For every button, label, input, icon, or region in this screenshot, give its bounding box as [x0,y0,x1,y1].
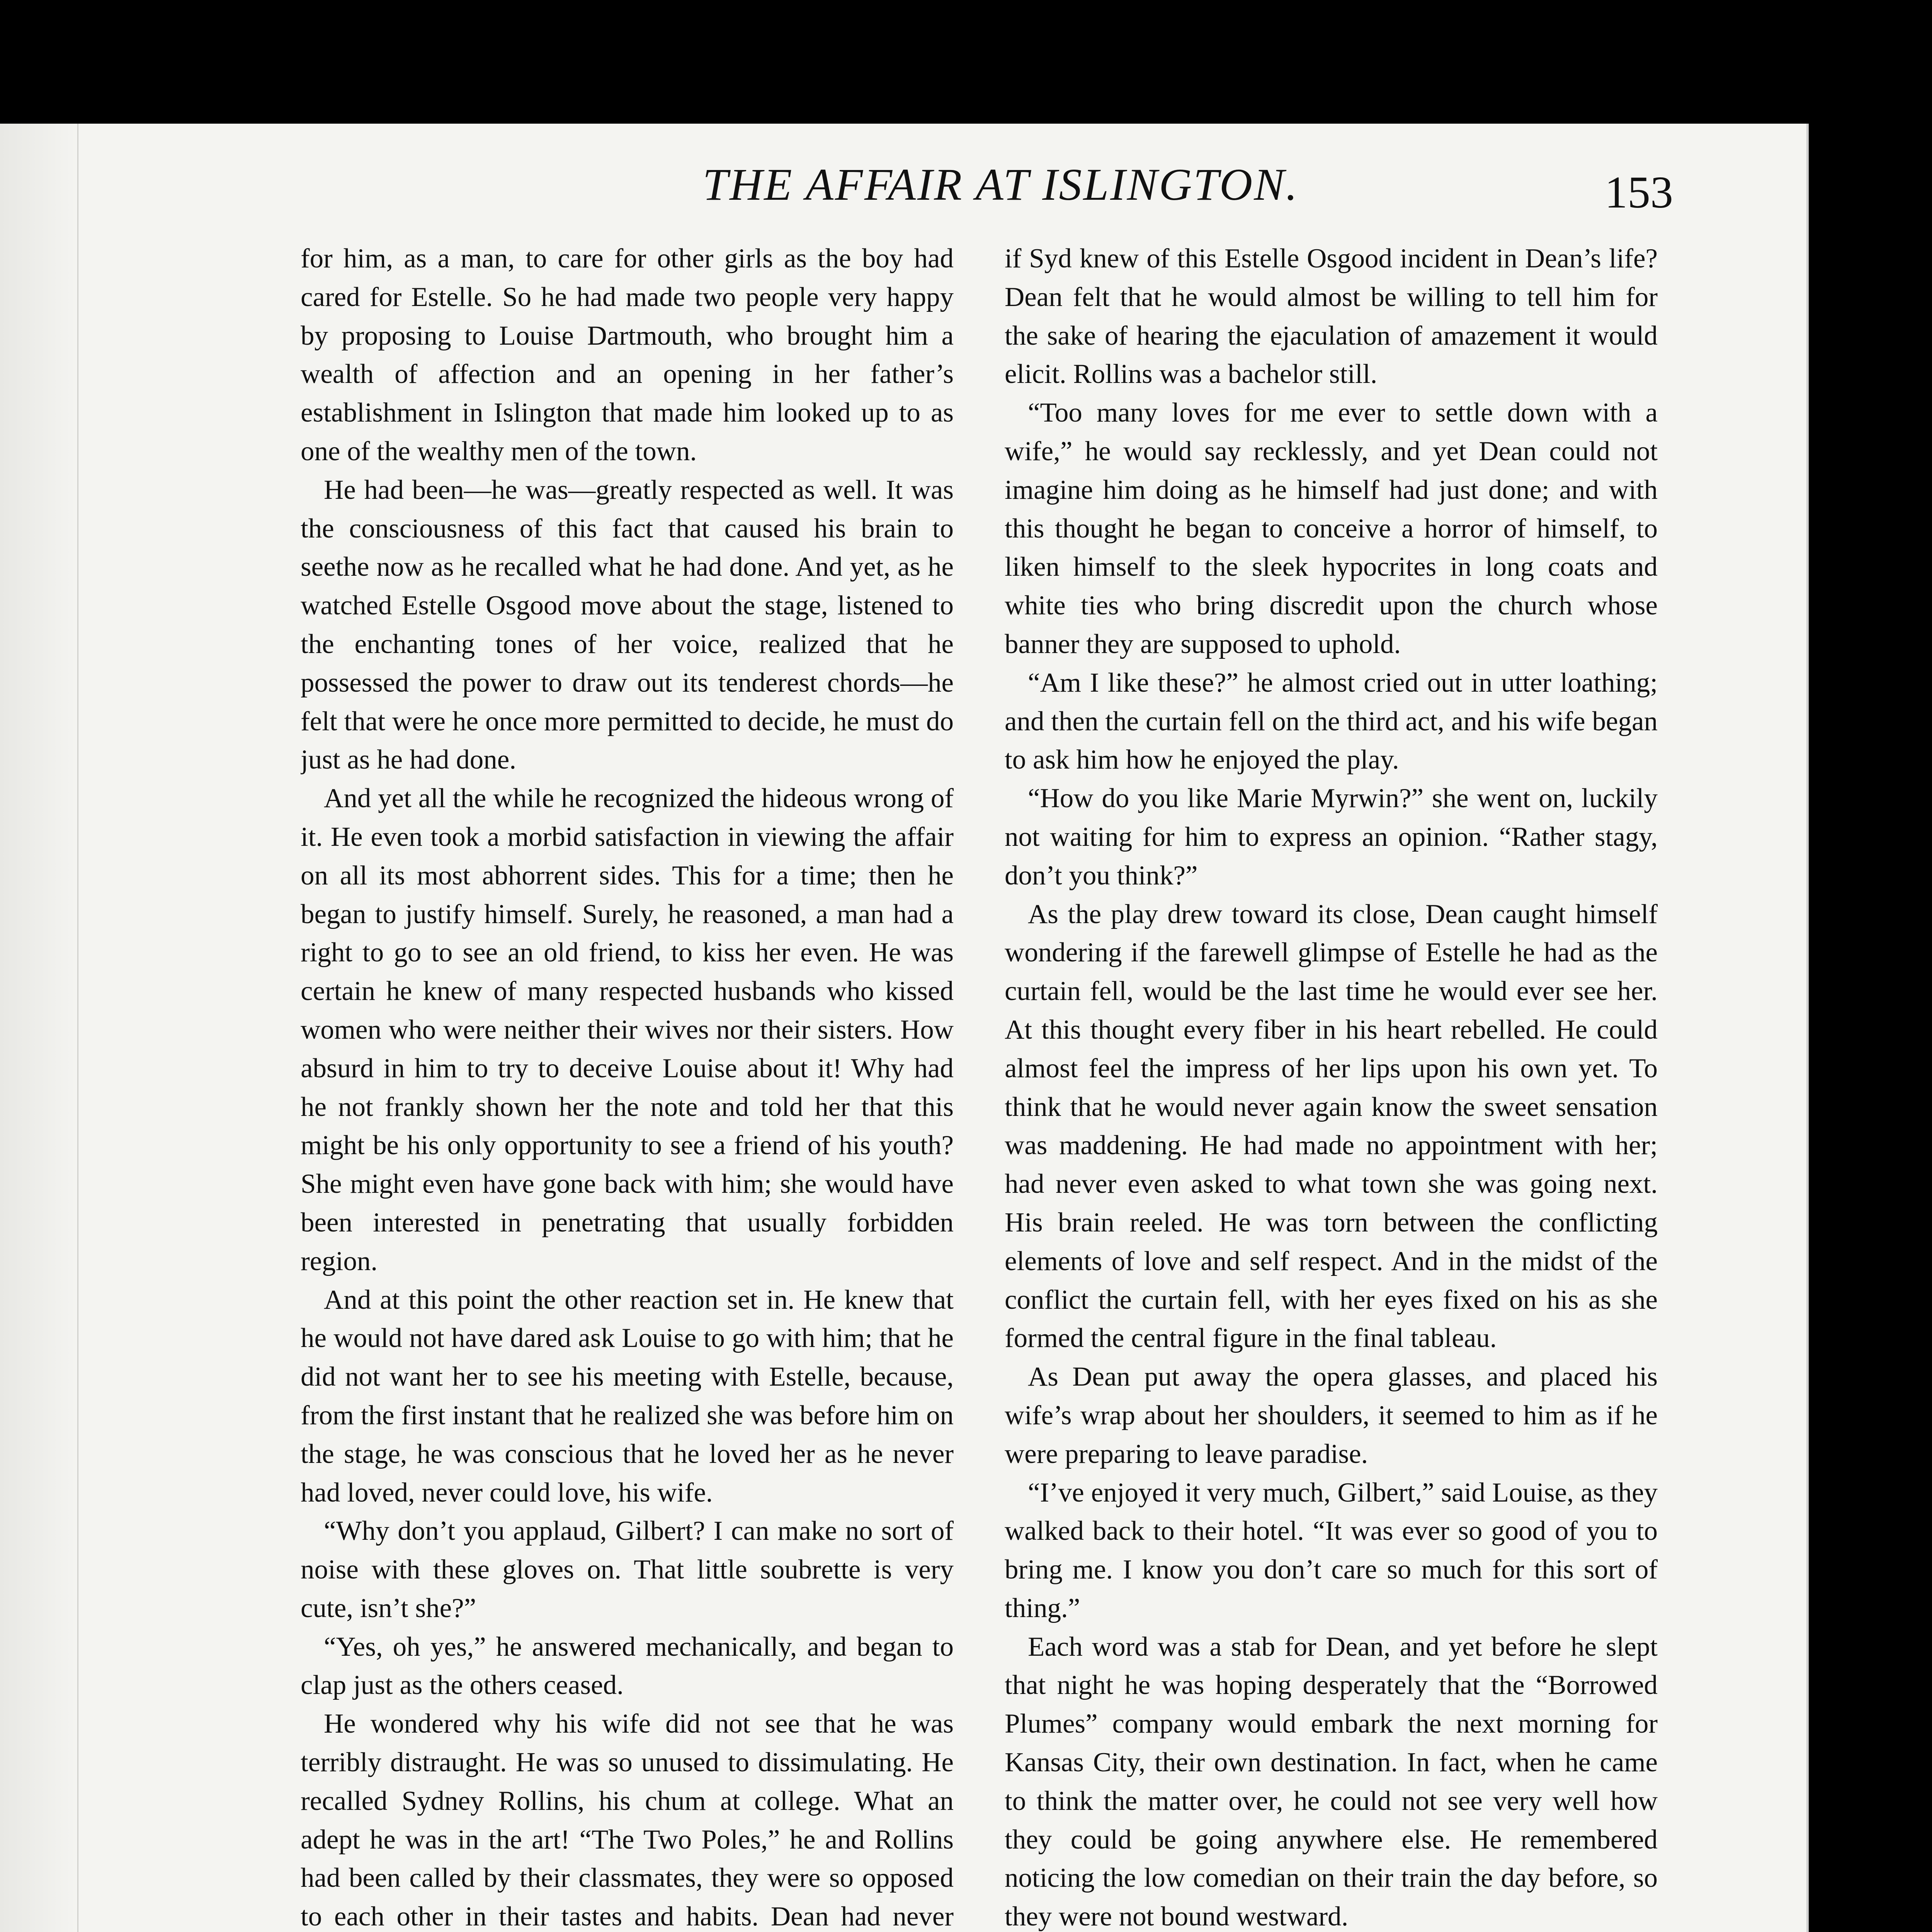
paragraph: He had been—he was—greatly respected as well. It was the consciousness of this fact that caused his brain to seethe now as he recalled what he had done. And yet, as he watched Estelle Osgood move about the stage, listened to the enchanting tones of her voice, realized that he possessed the power to draw out its tenderest chords—he felt that were he once more permitted to decide, he must do just as he had done. [301,474,954,775]
paragraph: for him, as a man, to care for other girls as the boy had cared for Estelle. So he had made two people very happy by proposing to Louise Dartmouth, who brought him a wealth of affection and an opening in her father’s establishment in Islington that made him looked up to as one of the wealthy men of the town. [301,243,954,466]
paragraph: And at this point the other reaction set in. He knew that he would not have dared ask Louise to go with him; that he did not want her to see his meeting with Estelle, because, from the first instant that he realized she was before him on the stage, he was conscious that he loved her as he never had loved, never could love, his wife. [301,1284,954,1508]
paragraph: Each word was a stab for Dean, and yet before he slept that night he was hoping desperately that the “Borrowed Plumes” company would embark the next morning for Kansas City, their own destination. In fact, when he came to think the matter over, he could not see very well how they could be going anywhere else. He remembered noticing the low comedian on their train the day before, so they were not bound westward. [1005,1631,1658,1932]
page-number: 153 [1605,167,1673,218]
paragraph: “Too many loves for me ever to settle down with a wife,” he would say recklessly, and yet Dean could not imagine him doing as he himself had just done; and with this thought he began to conceive a horror of himself, to liken himself to the sleek hypocrites in long coats and white ties who bring discredit upon the church whose banner they are supposed to uphold. [1005,398,1658,659]
paragraph: As the play drew toward its close, Dean caught himself wondering if the farewell glimpse of Estelle he had as the curtain fell, would be the last time he would ever see her. At this thought every fiber in his heart rebelled. He could almost feel the impress of her lips upon his own yet. To think that he would never again know the sweet sensation was maddening. He had made no appointment with her; had never even asked to what town she was going next. His brain reeled. He was torn between the conflicting elements of love and self respect. And in the midst of the conflict the curtain fell, with her eyes fixed on his as she formed the central figure in the final tableau. [1005,899,1658,1354]
paragraph: “Am I like these?” he almost cried out in utter loathing; and then the curtain fell on the third act, and his wife began to ask him how he enjoyed the play. [1005,667,1658,775]
running-title: THE AFFAIR AT ISLINGTON. [702,159,1299,210]
page-gutter [0,124,78,1932]
paragraph: He wondered why his wife did not see that he was terribly distraught. He was so unused to dissimulating. He recalled Sydney Rollins, his chum at college. What an adept he was in the art! “The Two Poles,” he and Rollins had been called by their classmates, they were so opposed to each other in their tastes and habits. Dean had never [301,1709,954,1932]
text-column-left [301,240,954,1932]
paragraph: “Why don’t you applaud, Gilbert? I can make no sort of noise with these gloves on. That little soubrette is very cute, isn’t she?” [301,1516,954,1623]
paragraph: As Dean put away the opera glasses, and placed his wife’s wrap about her shoulders, it seemed to him as if he were preparing to leave paradise. [1005,1362,1658,1469]
paragraph: “Yes, oh yes,” he answered mechanically, and began to clap just as the others ceased. [301,1631,954,1701]
paragraph: “I’ve enjoyed it very much, Gilbert,” said Louise, as they walked back to their hotel. “It was ever so good of you to bring me. I know you don’t care so much for this sort of thing.” [1005,1477,1658,1623]
paragraph: And yet all the while he recognized the hideous wrong of it. He even took a morbid satisfaction in viewing the affair on all its most abhorrent sides. This for a time; then he began to justify himself. Surely, he reasoned, a man had a right to go to see an old friend, to kiss her even. He was certain he knew of many respected husbands who kissed women who were neither their wives nor their sisters. How absurd in him to try to deceive Louise about it! Why had he not frankly shown her the note and told her that this might be his only opportunity to see a friend of his youth? She might even have gone back with him; she would have been interested in penetrating that usually forbidden region. [301,783,954,1276]
paragraph: “How do you like Marie Myrwin?” she went on, luckily not waiting for him to express an opinion. “Rather stagy, don’t you think?” [1005,783,1658,891]
paragraph: if Syd knew of this Estelle Osgood incident in Dean’s life? Dean felt that he would almost be willing to tell him for the sake of hearing the ejaculation of amazement it would elicit. Rollins was a bachelor still. [1005,243,1658,389]
text-column-right [1005,240,1658,1932]
